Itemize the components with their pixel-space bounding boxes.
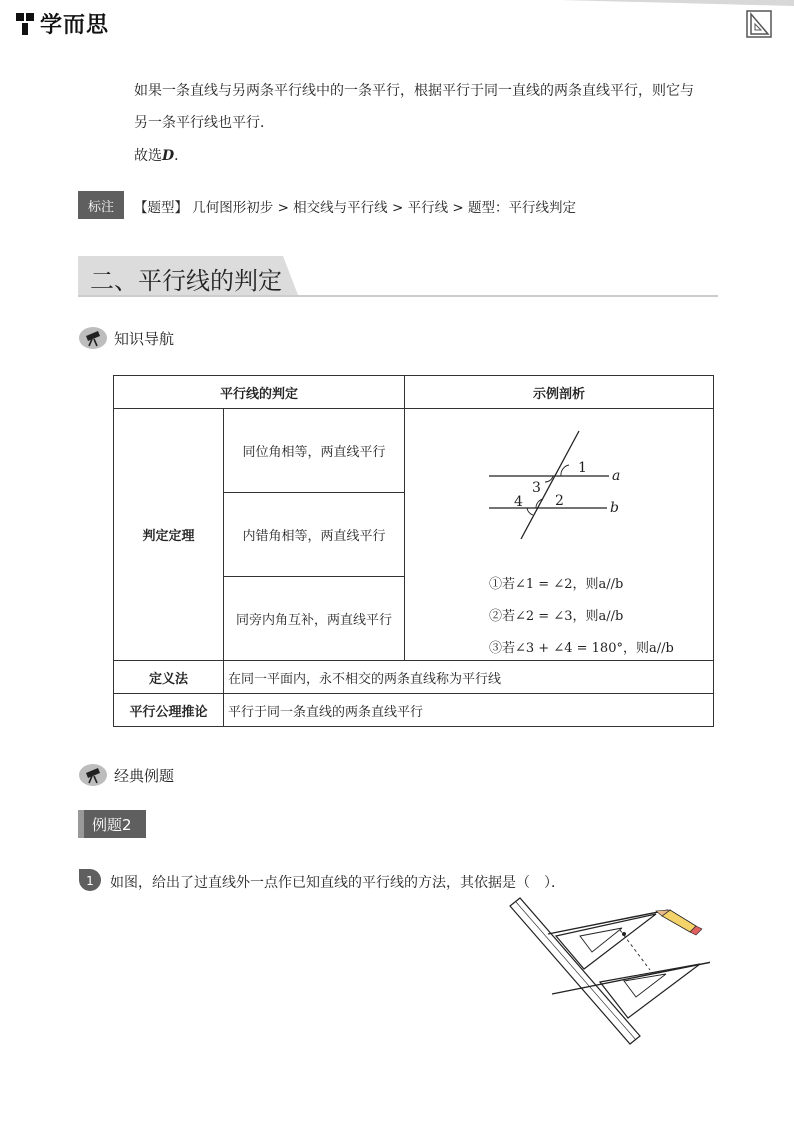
table-header-row — [114, 376, 714, 409]
brand-logo — [16, 8, 109, 39]
example-badge — [78, 810, 146, 838]
answer-prefix: 故选 — [134, 148, 162, 164]
theorem-3: 同旁内角互补，两直线平行 — [224, 577, 405, 661]
question-number-badge — [78, 868, 102, 892]
definition-text: 在同一平面内，永不相交的两条直线称为平行线 — [224, 661, 714, 694]
logo-mark-icon — [16, 11, 36, 37]
intro-line-2: 另一条平行线也平行． — [134, 115, 274, 131]
table-row — [114, 661, 714, 694]
ruler-setsquare-figure — [500, 894, 710, 1049]
knowledge-nav-heading — [78, 326, 174, 350]
example-cell — [405, 409, 714, 661]
angle-4-label: 4 — [514, 494, 523, 510]
answer-variable: D — [162, 148, 175, 164]
table-header-left: 平行线的判定 — [114, 376, 405, 409]
classic-examples-label: 经典例题 — [114, 766, 175, 785]
example-badge-label: 例题2 — [92, 816, 132, 834]
table-header-right: 示例剖析 — [405, 376, 714, 409]
table-row — [114, 409, 714, 493]
knowledge-table — [113, 375, 714, 727]
theorem-1: 同位角相等，两直线平行 — [224, 409, 405, 493]
example-2: ②若∠2 = ∠3，则a//b — [489, 609, 624, 624]
axiom-text: 平行于同一条直线的两条直线平行 — [224, 694, 714, 727]
classic-examples-heading — [78, 763, 174, 787]
question-number: 1 — [86, 874, 94, 888]
axiom-label: 平行公理推论 — [114, 694, 224, 727]
angle-3-label: 3 — [532, 480, 541, 496]
ruler-triangle-icon — [746, 10, 772, 38]
section-title: 二、平行线的判定 — [90, 267, 282, 295]
annotation-text: 【题型】 几何图形初步 > 相交线与平行线 > 平行线 > 题型：平行线判定 — [134, 200, 576, 216]
example-1: ①若∠1 = ∠2，则a//b — [489, 577, 624, 592]
theorem-2: 内错角相等，两直线平行 — [224, 493, 405, 577]
answer-line — [134, 146, 188, 166]
line-a-label: a — [612, 468, 621, 484]
parallel-lines-figure — [405, 409, 714, 559]
answer-suffix: ． — [174, 148, 189, 164]
definition-label: 定义法 — [114, 661, 224, 694]
telescope-icon — [78, 763, 108, 787]
angle-1-label: 1 — [578, 460, 587, 476]
angle-2-label: 2 — [555, 493, 564, 509]
question-text: 如图，给出了过直线外一点作已知直线的平行线的方法，其依据是（ ）． — [110, 875, 565, 891]
pencil-icon — [656, 910, 702, 935]
knowledge-nav-label: 知识导航 — [114, 329, 175, 348]
example-3: ③若∠3 + ∠4 = 180°，则a//b — [489, 641, 674, 656]
annotation-tag: 标注 — [78, 191, 124, 219]
logo-text: 学而思 — [40, 13, 110, 38]
intro-line-1: 如果一条直线与另两条平行线中的一条平行，根据平行于同一直线的两条直线平行，则它与 — [134, 83, 694, 99]
telescope-icon — [78, 326, 108, 350]
line-b-label: b — [610, 500, 619, 516]
header-decoration — [0, 0, 794, 8]
theorem-label: 判定定理 — [114, 409, 224, 661]
table-row — [114, 694, 714, 727]
